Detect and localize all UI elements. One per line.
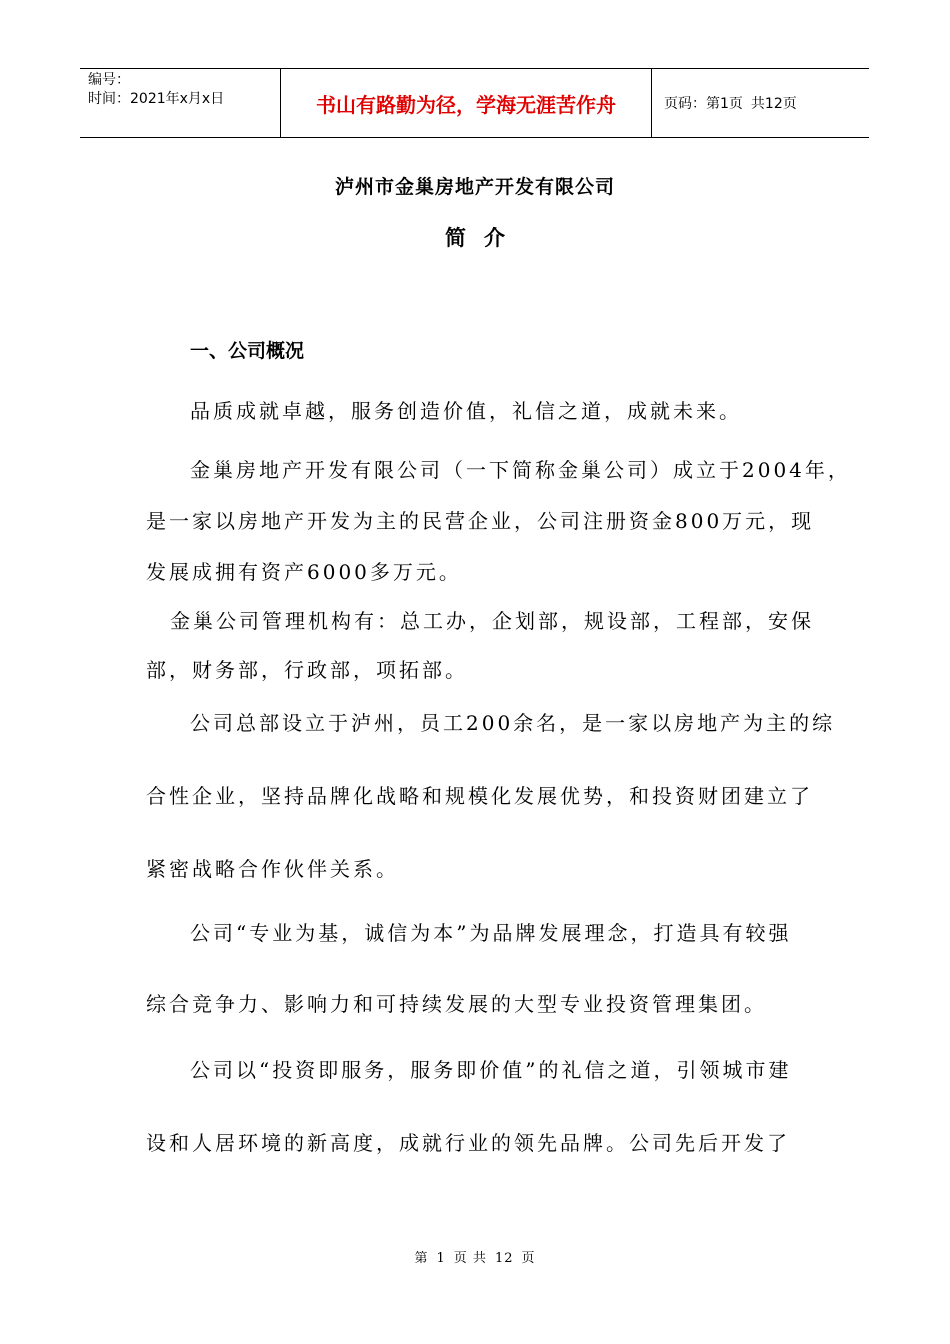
- body-line: 品质成就卓越，服务创造价值，礼信之道，成就未来。: [190, 399, 742, 423]
- footer-page-total: 12: [494, 1251, 514, 1266]
- footer-mid: 页 共: [453, 1251, 487, 1266]
- body-line: 是一家以房地产开发为主的民营企业，公司注册资金800万元，现: [146, 509, 815, 533]
- document-subtitle: 简介: [445, 226, 523, 250]
- header-page-total: 共12页: [750, 96, 797, 112]
- number-label: 编号：: [88, 72, 130, 88]
- time-label: 时间：2021年x月x日: [88, 91, 225, 107]
- page-footer: [0, 1247, 950, 1266]
- body-line: 设和人居环境的新高度，成就行业的领先品牌。公司先后开发了: [146, 1131, 790, 1155]
- body-line: 金巢公司管理机构有：总工办，企划部，规设部，工程部，安保: [170, 609, 814, 633]
- header-page-number: 页码：第1页: [664, 96, 743, 112]
- header-page-info: [652, 69, 869, 137]
- body-line: 公司以“投资即服务，服务即价值”的礼信之道，引领城市建: [190, 1058, 792, 1082]
- page-header: [80, 68, 869, 138]
- footer-prefix: 第: [414, 1251, 429, 1266]
- body-line: 部，财务部，行政部，项拓部。: [146, 658, 468, 682]
- section-heading: 一、公司概况: [190, 340, 305, 362]
- body-line: 发展成拥有资产6000多万元。: [146, 560, 462, 584]
- document-title: 泸州市金巢房地产开发有限公司: [334, 176, 615, 198]
- body-line: 公司总部设立于泸州，员工200余名，是一家以房地产为主的综: [190, 711, 836, 735]
- body-line: 综合竞争力、影响力和可持续发展的大型专业投资管理集团。: [146, 992, 767, 1016]
- footer-suffix: 页: [521, 1251, 536, 1266]
- body-line: 公司“专业为基，诚信为本”为品牌发展理念，打造具有较强: [190, 921, 792, 945]
- body-line: 紧密战略合作伙伴关系。: [146, 857, 399, 881]
- footer-page-number: 1: [436, 1251, 446, 1266]
- body-line: 合性企业，坚持品牌化战略和规模化发展优势，和投资财团建立了: [146, 784, 813, 808]
- header-meta: [80, 69, 280, 137]
- body-line: 金巢房地产开发有限公司（一下简称金巢公司）成立于2004年，: [190, 458, 851, 482]
- header-motto: 书山有路勤为径，学海无涯苦作舟: [280, 69, 652, 137]
